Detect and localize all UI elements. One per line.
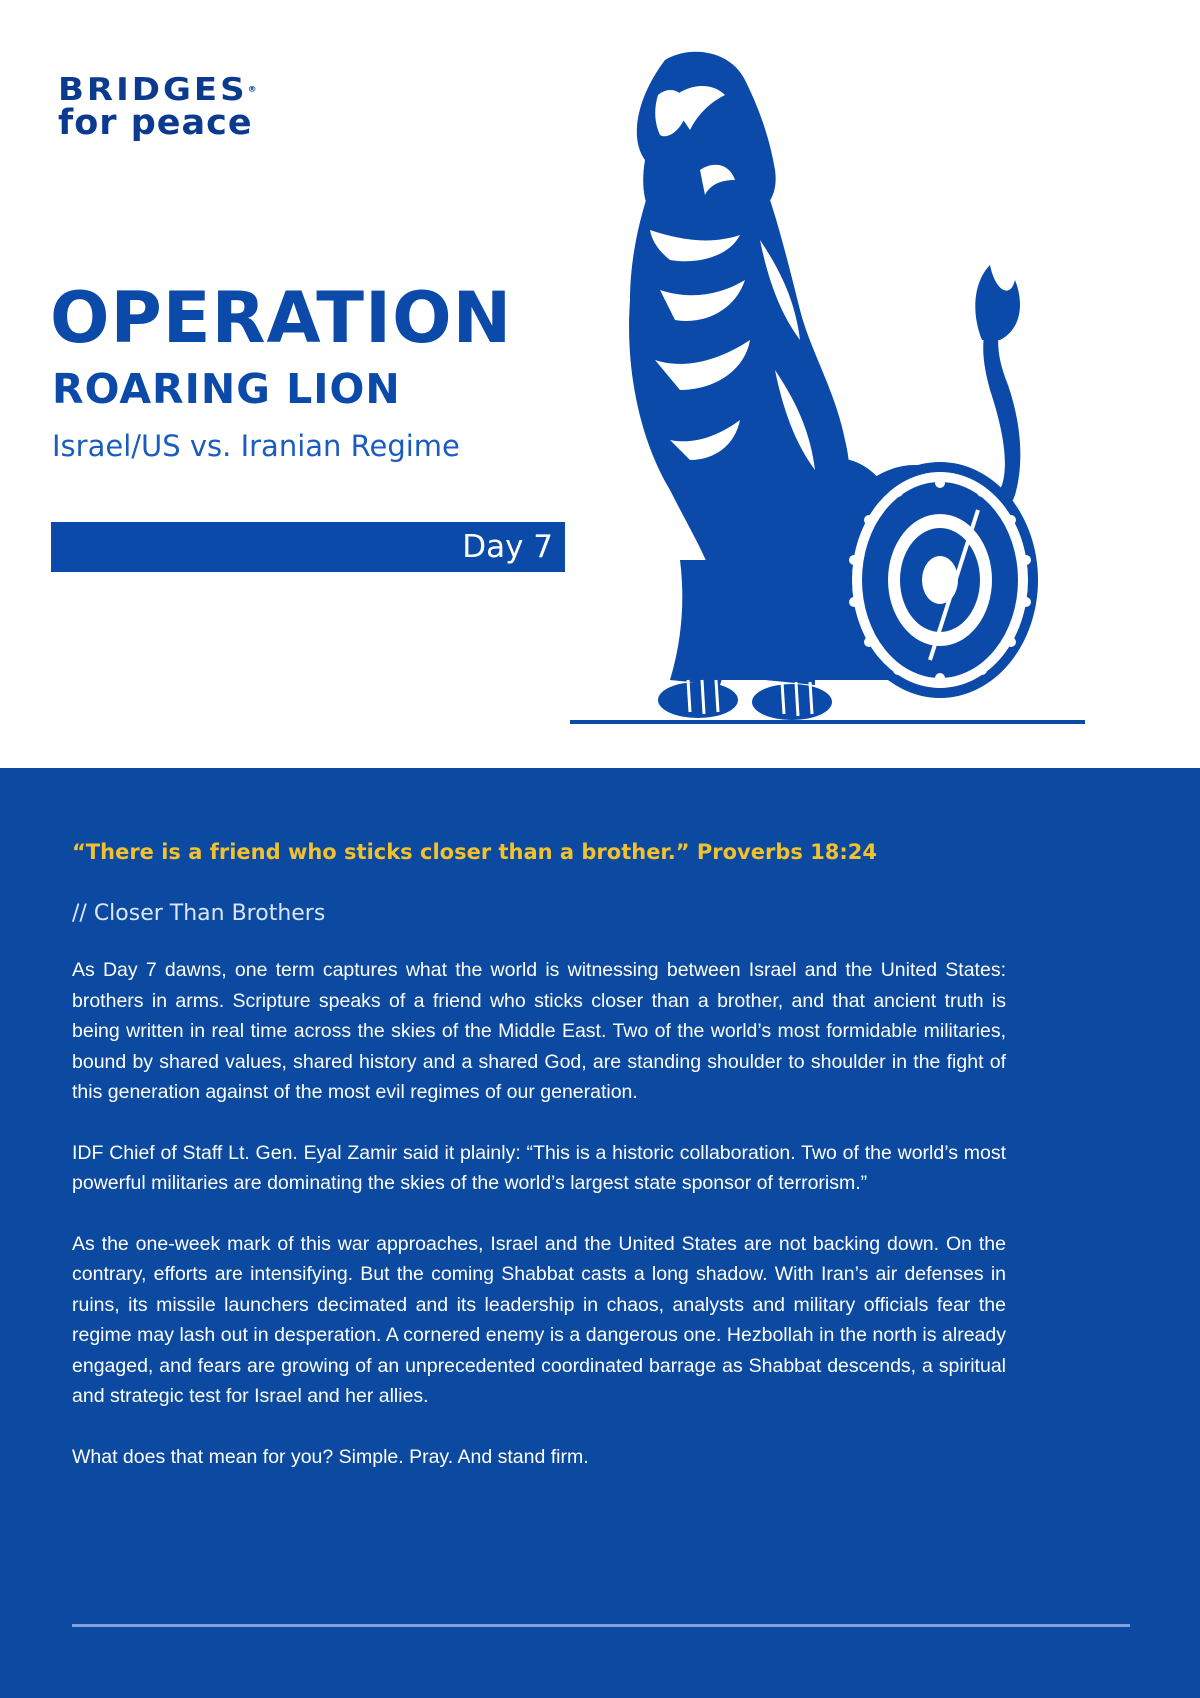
day-label: Day 7 (462, 529, 553, 565)
divider (72, 1624, 1130, 1627)
scripture-quote: “There is a friend who sticks closer than a brother.” Proverbs 18:24 (72, 840, 878, 864)
paragraph: As Day 7 dawns, one term captures what the world is witnessing between Israel and the United States: brothers in arms. Scripture speaks of a friend who sticks closer than a brother, and that ancient truth is being written in real time across the skies of the Middle East. Two of the world’s most formidable militaries, bound by shared values, shared history and a shared God, are standing shoulder to shoulder in the fight of this generation against of the most evil regimes of our generation. (72, 959, 1006, 1103)
roaring-lion-with-shield-icon (570, 40, 1170, 740)
paragraph: IDF Chief of Staff Lt. Gen. Eyal Zamir said it plainly: “This is a historic collaboration. Two of the world’s most powerful militaries are dominating the skies of the world’s largest state sponsor of terrorism.” (72, 1141, 1006, 1194)
day-banner (51, 522, 565, 572)
header-section (0, 0, 1200, 768)
page-title: OPERATION (50, 277, 513, 359)
paragraph: As the one-week mark of this war approaches, Israel and the United States are not backing down. On the contrary, efforts are intensifying. But the coming Shabbat casts a long shadow. With Iran’s air defenses in ruins, its missile launchers decimated and its leadership in chaos, analysts and military officials fear the regime may lash out in desperation. A cornered enemy is a dangerous one. Hezbollah in the north is already engaged, and fears are growing of an unprecedented coordinated barrage as Shabbat descends, a spiritual and strategic test for Israel and her allies. (72, 1232, 1006, 1407)
registered-mark: ® (247, 85, 257, 95)
article-body (72, 955, 1006, 1502)
paragraph: What does that mean for you? Simple. Pray. And stand firm. (72, 1445, 589, 1468)
section-heading: // Closer Than Brothers (72, 901, 326, 926)
bridges-for-peace-logo (58, 71, 308, 143)
logo-line-2: for peace (58, 103, 253, 143)
page-title-secondary: ROARING LION (52, 365, 401, 413)
logo-line-1: BRIDGES (58, 71, 248, 109)
page-subtitle: Israel/US vs. Iranian Regime (52, 429, 460, 463)
